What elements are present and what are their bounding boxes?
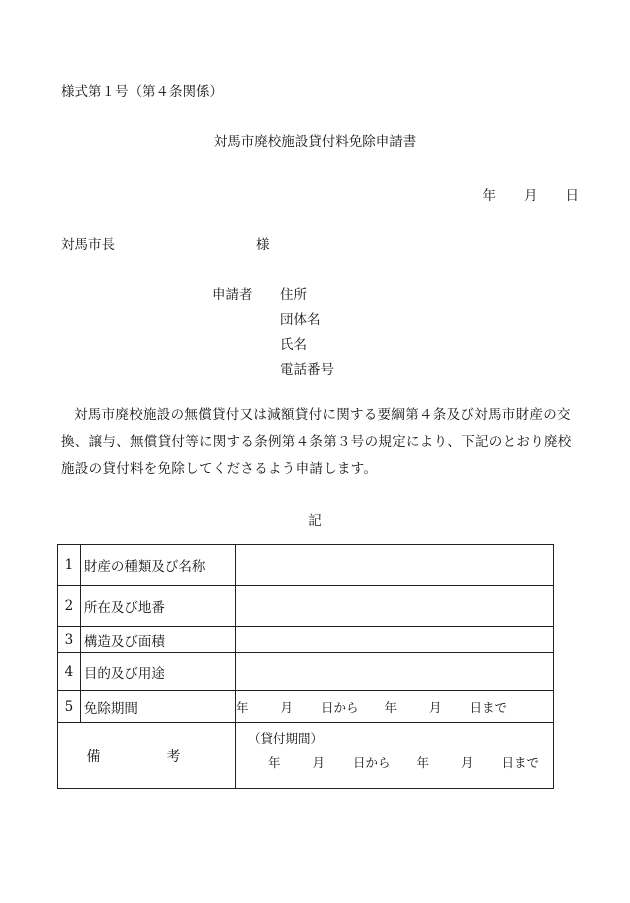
- lending-period-label: （貸付期間）: [247, 731, 323, 746]
- applicant-address-label: 住所: [280, 287, 307, 303]
- row-label: 免除期間: [80, 691, 235, 723]
- period-month-to: 月: [429, 699, 442, 715]
- remarks-heading: 備 考: [58, 723, 236, 789]
- applicant-name-label: 氏名: [280, 337, 307, 353]
- purpose-field[interactable]: [235, 653, 553, 691]
- date-month: 月: [524, 188, 538, 204]
- row-number: 1: [58, 545, 81, 586]
- table-row: [58, 627, 554, 653]
- lending-period-dates: [268, 753, 539, 771]
- row-label: 目的及び用途: [80, 653, 235, 691]
- application-table: [57, 544, 554, 789]
- table-row: [58, 691, 554, 723]
- remarks-field[interactable]: [235, 723, 553, 789]
- period-year-to: 年: [384, 699, 398, 715]
- table-row: [58, 653, 554, 691]
- date-day: 日: [565, 188, 579, 204]
- remarks-year: 年: [267, 755, 281, 770]
- remarks-year-to: 年: [416, 755, 430, 770]
- row-label: 所在及び地番: [80, 586, 235, 627]
- remarks-month: 月: [312, 755, 325, 770]
- row-label: 構造及び面積: [80, 627, 235, 653]
- structure-area-field[interactable]: [235, 627, 553, 653]
- addressee-name: 対馬市長: [61, 237, 115, 253]
- exemption-period-field[interactable]: [235, 691, 553, 723]
- applicant-phone-label: 電話番号: [280, 362, 334, 378]
- applicant-organization-label: 団体名: [280, 312, 321, 328]
- ki-heading: 記: [308, 513, 322, 529]
- row-label: 財産の種類及び名称: [80, 545, 235, 586]
- remarks-month-to: 月: [461, 755, 474, 770]
- period-year: 年: [235, 699, 249, 715]
- table-row: [58, 545, 554, 586]
- period-day-from: 日から: [321, 699, 359, 715]
- remarks-day-from: 日から: [353, 755, 391, 770]
- form-number: 様式第１号（第４条関係）: [61, 84, 223, 100]
- addressee-honorific: 様: [256, 237, 270, 253]
- table-row: [58, 723, 554, 789]
- document-title: 対馬市廃校施設貸付料免除申請書: [213, 134, 417, 150]
- period-month: 月: [280, 699, 293, 715]
- row-number: 3: [58, 627, 81, 653]
- row-number: 5: [58, 691, 81, 723]
- location-field[interactable]: [235, 586, 553, 627]
- property-name-field[interactable]: [235, 545, 553, 586]
- table-row: [58, 586, 554, 627]
- date-year: 年: [482, 188, 496, 204]
- remarks-day-to: 日まで: [501, 755, 540, 770]
- applicant-label: 申請者: [212, 287, 253, 303]
- period-day-to: 日まで: [469, 699, 508, 715]
- row-number: 2: [58, 586, 81, 627]
- date-line: [483, 184, 580, 204]
- body-paragraph: 対馬市廃校施設の無償貸付又は減額貸付に関する要綱第４条及び対馬市財産の交換、譲与、無償貸付等に関する条例第４条第３号の規定により、下記のとおり廃校施設の貸付料を免除してくださるよう申請します。: [61, 407, 572, 477]
- row-number: 4: [58, 653, 81, 691]
